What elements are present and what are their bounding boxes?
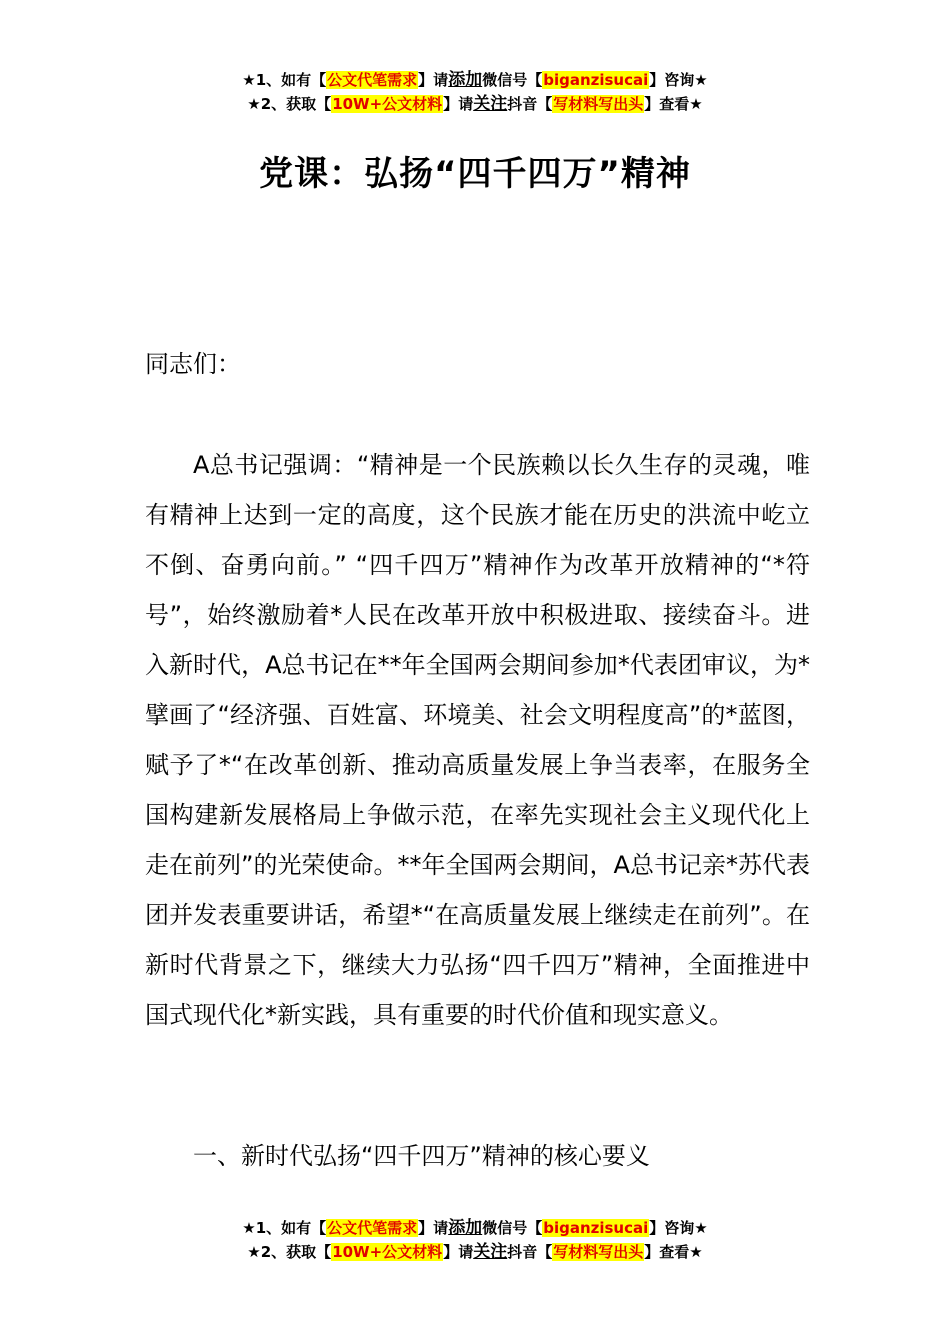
banner-highlight: 公文代笔需求 <box>327 71 418 89</box>
banner-highlight: 10W+公文材料 <box>332 95 443 113</box>
banner-highlight: biganzisucai <box>543 1219 649 1237</box>
banner-text: 抖音【 <box>507 95 553 113</box>
banner-highlight: 写材料写出头 <box>553 1243 644 1261</box>
footer-banner <box>0 1216 950 1264</box>
banner-text: ★2、获取【 <box>247 1243 332 1261</box>
banner-underlined: 关注 <box>473 94 508 114</box>
banner-text: 抖音【 <box>507 1243 553 1261</box>
banner-line-2 <box>0 92 950 116</box>
banner-text: 】请 <box>418 1219 449 1237</box>
banner-text: 】查看★ <box>644 1243 703 1261</box>
document-title: 党课：弘扬“四千四万”精神 <box>259 154 691 194</box>
section-heading: 一、新时代弘扬“四千四万”精神的核心要义 <box>193 1142 650 1170</box>
banner-text: ★1、如有【 <box>242 1219 327 1237</box>
banner-text: 】查看★ <box>644 95 703 113</box>
greeting: 同志们： <box>145 350 241 378</box>
banner-text: ★1、如有【 <box>242 71 327 89</box>
banner-line-2 <box>0 1240 950 1264</box>
banner-underlined: 添加 <box>448 70 483 90</box>
header-banner <box>0 68 950 116</box>
banner-highlight: biganzisucai <box>543 71 649 89</box>
banner-highlight: 写材料写出头 <box>553 95 644 113</box>
banner-text: 】咨询★ <box>649 1219 708 1237</box>
banner-text: 】请 <box>418 71 449 89</box>
banner-text: 】请 <box>443 1243 474 1261</box>
banner-text: 】请 <box>443 95 474 113</box>
body-paragraph: A总书记强调：“精神是一个民族赖以长久生存的灵魂，唯有精神上达到一定的高度，这个民族才能在历史的洪流中屹立不倒、奋勇向前。” “四千四万”精神作为改革开放精神的“*符号”，始终激励着*人民在改革开放中积极进取、接续奋斗。进入新时代，A总书记在**年全国两会期间参加*代表团审议，为*擘画了“经济强、百姓富、环境美、社会文明程度高”的*蓝图，赋予了*“在改革创新、推动高质量发展上争当表率，在服务全国构建新发展格局上争做示范，在率先实现社会主义现代化上走在前列”的光荣使命。**年全国两会期间，A总书记亲*苏代表团并发表重要讲话，希望*“在高质量发展上继续走在前列”。在新时代背景之下，继续大力弘扬“四千四万”精神，全面推进中国式现代化*新实践，具有重要的时代价值和现实意义。 <box>145 451 810 1029</box>
banner-underlined: 关注 <box>473 1242 508 1262</box>
banner-highlight: 公文代笔需求 <box>327 1219 418 1237</box>
banner-line-1 <box>0 1216 950 1240</box>
banner-text: 微信号【 <box>482 71 543 89</box>
banner-line-1 <box>0 68 950 92</box>
banner-text: 微信号【 <box>482 1219 543 1237</box>
banner-underlined: 添加 <box>448 1218 483 1238</box>
banner-text: 】咨询★ <box>649 71 708 89</box>
banner-highlight: 10W+公文材料 <box>332 1243 443 1261</box>
banner-text: ★2、获取【 <box>247 95 332 113</box>
